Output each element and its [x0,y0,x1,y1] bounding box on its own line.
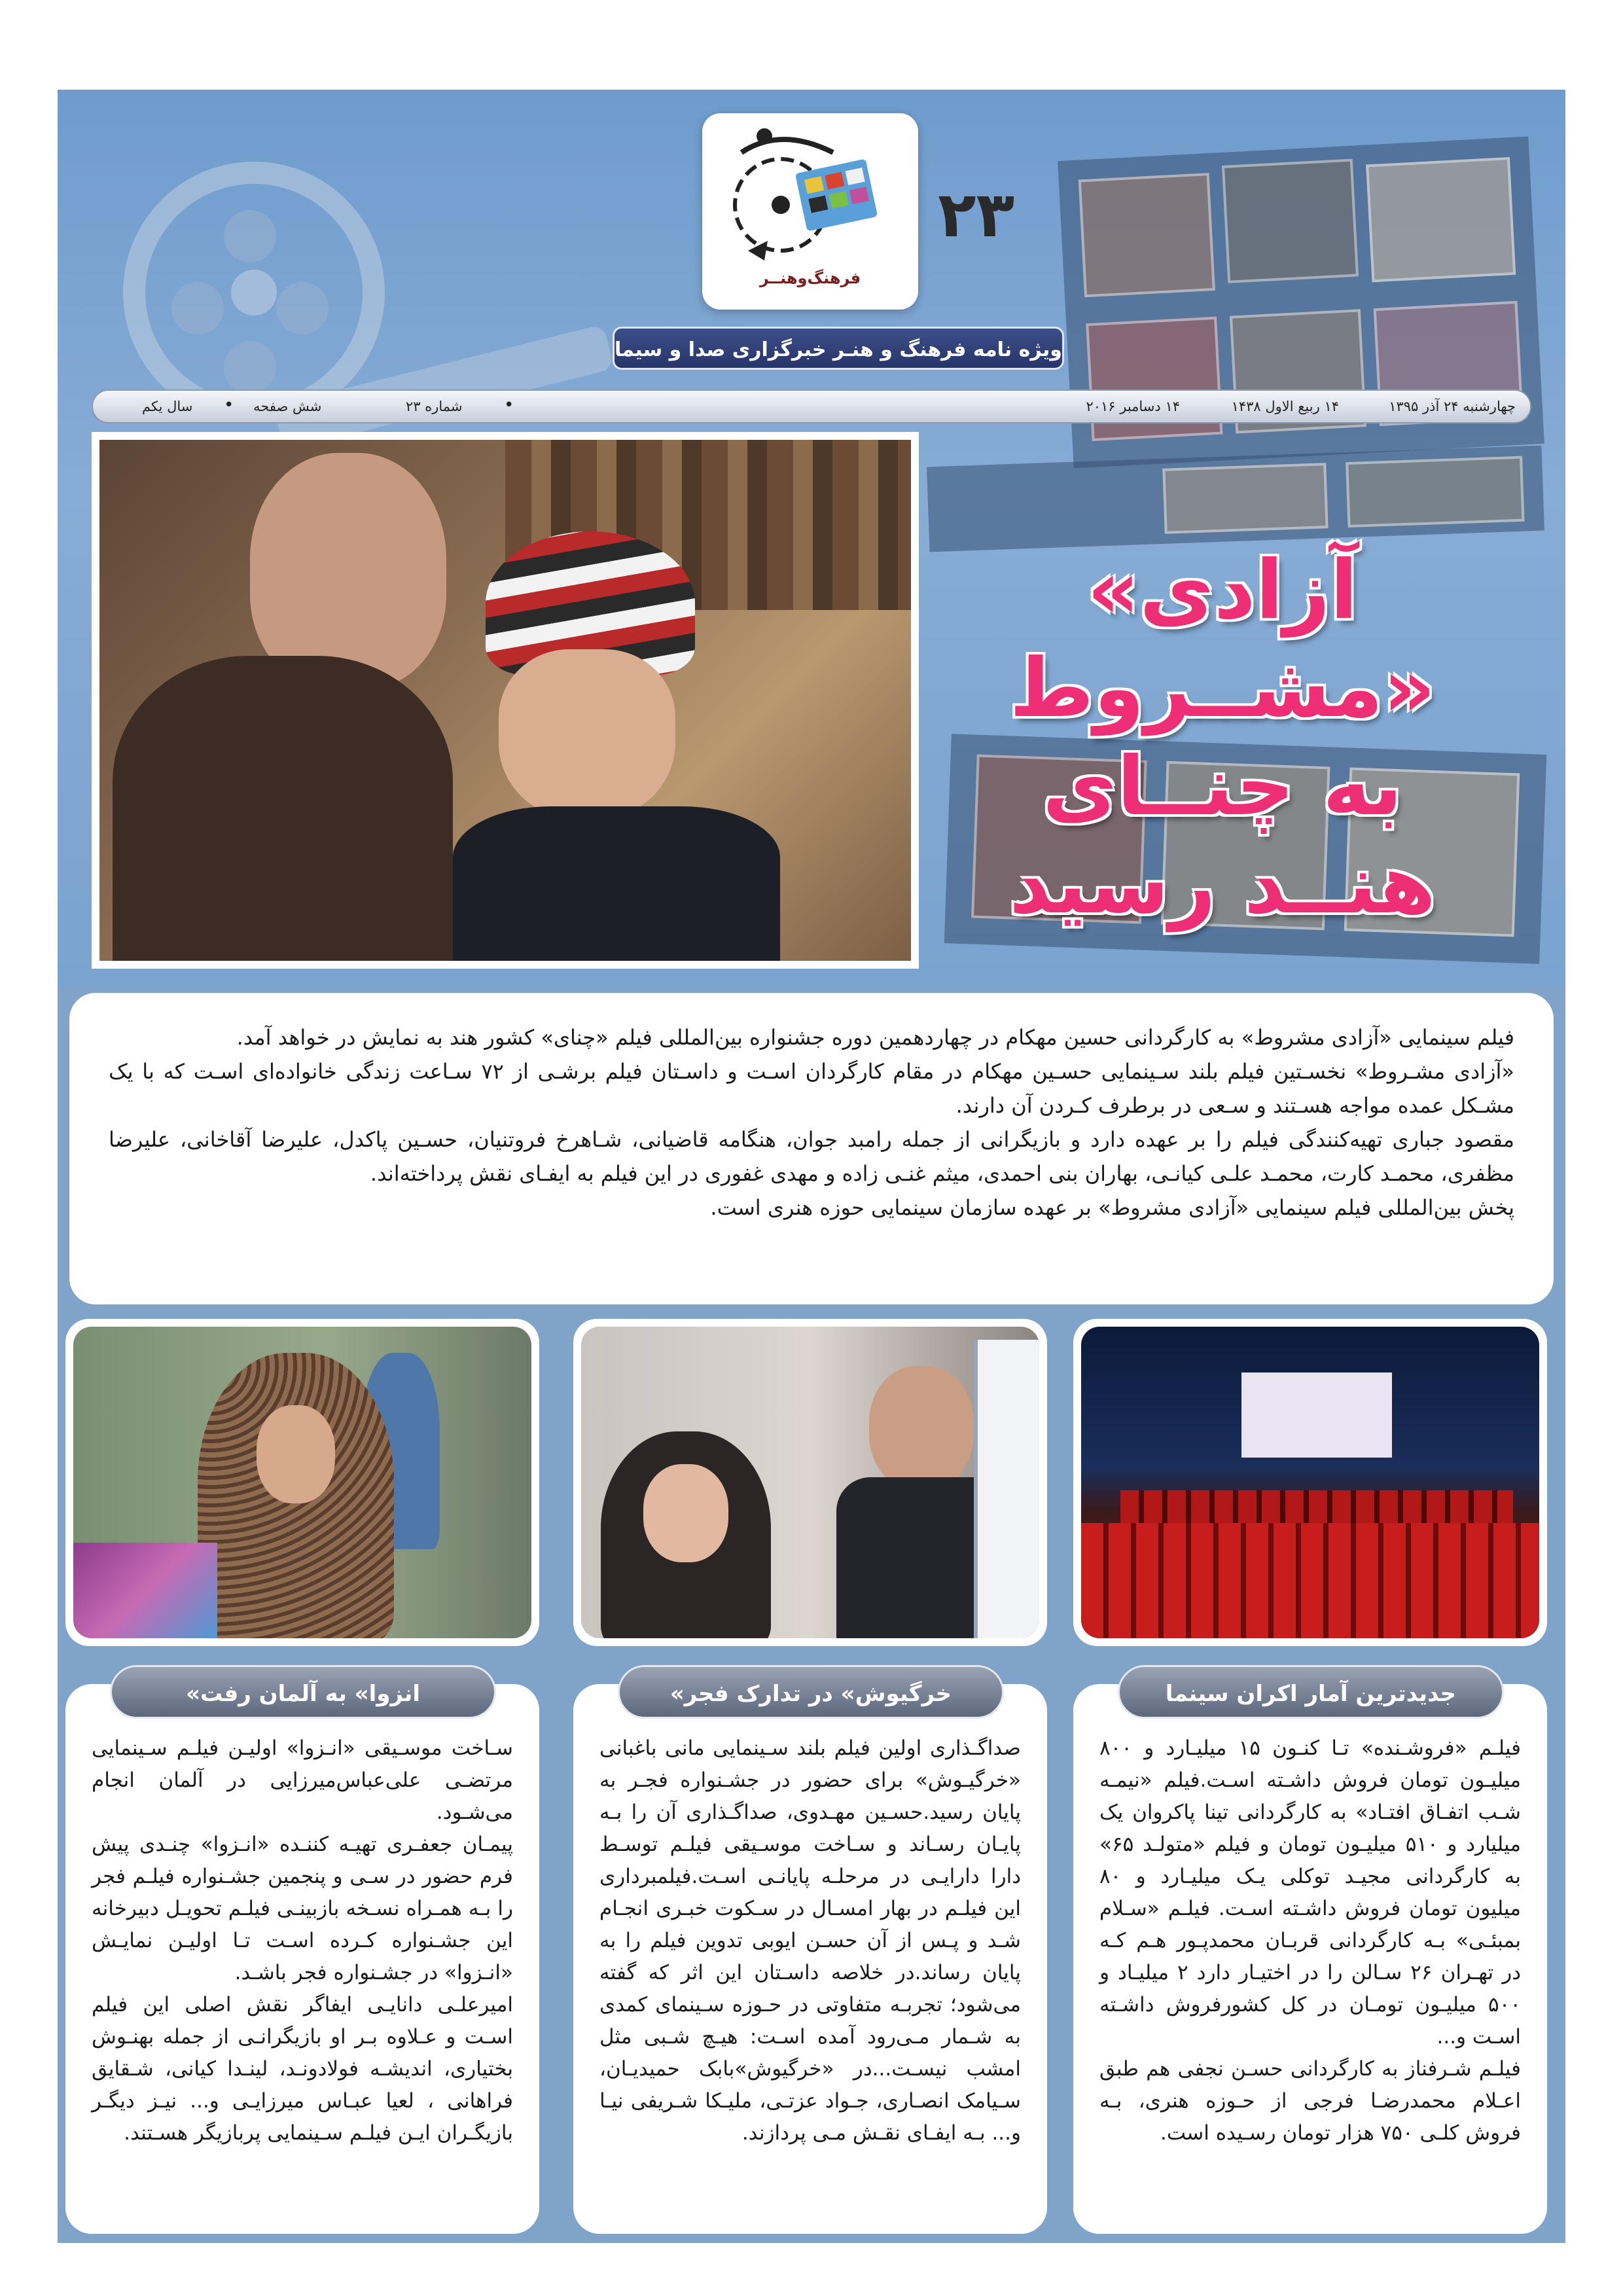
date-persian: چهارشنبه ۲۴ آذر ۱۳۹۵ [1389,399,1516,414]
column-enzeva [65,1684,539,2234]
main-article-paragraph: مقصود جباری تهیه‌کنندگی فیلم را بر عهده دارد و بازیگرانی از جمله رامبد جوان، هنگامه قاضیانی، شـاهرخ فروتنیان، حسـین پاکدل، علیرضا آقاخانی، علیرضا مظفری، محمـد کارت، محمـد علـی کیانـی، بهاران بنی احمدی، میثم غنـی زاده و مهدی غفوری در این فیلم به ایفـای نقش پرداخته‌اند. [109,1127,1514,1186]
info-bar [92,389,1531,423]
column-title-cinema-stats: جدیدترین آمار اکران سینما [1118,1665,1504,1719]
man-face [869,1366,974,1490]
column-cinema-stats [1073,1684,1547,2234]
column-paragraph: سـاخت موسـیقی «انـزوا» اولیـن فیلـم سـینمایی مرتضـی علی‌عباس‌میرزایی در آلمان انجام می‌شـود. [92,1736,513,1824]
main-article-paragraph: «آزادی مشـروط» نخسـتین فیلم بلند سـینمایی حسـین مهکام در مقام کارگردان اسـت و داسـتان فیلم برشـی از ۷۲ سـاعت زندگی خانواده‌ای اسـت که با یک مشـکل عمده مواجه هسـتند و سـعی در برطرف کـردن آن دارند. [109,1059,1515,1118]
logo [702,113,918,310]
film-logo-icon [702,113,918,270]
man-figure [250,453,446,689]
column-paragraph: صداگـذاری اولین فیلم بلند سـینمایی مانی باغبانی «خرگیـوش» برای حضور در جشـنواره فجـر به پایان رسید.حسـین مهـدوی، صداگـذاری آن را بـه پایـان رسـاند و سـاخت موسـیقی فیلـم توسـط دارا دارایـی در مرحلـه پایانـی اسـت.فیلمبرداری این فیلـم در بهار امسـال در سـکوت خبـری انجـام شـد و پـس از آن حسـن ایوبی تدوین فیلم را به پایان رساند.در خلاصه داسـتان این اثر که گفته می‌شود؛ تجربـه متفاوتی در حـوزه سـینمای کمدی به شـمار مـی‌رود آمده اسـت: هیـچ شـبی مثل امشب نیسـت...در «خرگیوش»بابک حمیدیـان، سـیامک انصـاری، جـواد عزتـی، ملیـکا شـریفی نیـا و... بـه ایفـای نقـش مـی پردازند. [599,1736,1021,2145]
headline-line-3: هنــد رسید [1009,838,1436,932]
door-frame [974,1340,1039,1638]
main-headline [954,541,1491,934]
filmstrip-collage-lower [927,446,1544,552]
issue-number: ۲۳ [938,178,1015,251]
column-paragraph: فیلـم شـرفناز به کارگردانی حسـن نجفی هم طبق اعـلام محمدرضـا فرجی از حـوزه هنری، بـه فروش کلـی ۷۵۰ هزار تومان رسـیده است. [1099,2057,1521,2145]
logo-caption: فرهنگ‌وهنــر [759,269,861,287]
hero-photo [92,432,919,969]
date-hijri: ۱۴ ربیع الاول ۱۴۳۸ [1231,399,1339,414]
woman-face [257,1405,335,1503]
newspaper-page [58,90,1565,2243]
column-title-enzeva: «انزوا» به آلمان رفت [110,1665,496,1719]
date-gregorian: ۱۴ دسامبر ۲۰۱۶ [1086,399,1180,414]
headline-line-2: به چنــای [1043,740,1402,834]
pages-label: شش صفحه [253,399,322,414]
khargiush-still-photo [573,1319,1047,1646]
boy-face [499,649,675,819]
film-reel-decoration [123,162,385,423]
year-label: سال یکم [142,399,193,414]
main-article-paragraph: فیلم سینمایی «آزادی مشروط» به کارگردانی حسین مهکام در چهاردهمین دوره جشنواره بین‌المللی فیلم «چنای» کشور هند به نمایش در خواهد آمد. [236,1025,1514,1050]
cinema-hall-photo [1073,1319,1547,1646]
enzeva-still-photo [65,1319,539,1646]
cinema-seats-row [1120,1490,1513,1523]
cinema-seats [1081,1523,1539,1638]
column-paragraph: پیمـان جعفـری تهیـه کننـده «انـزوا» چنـدی پیش فرم حضور در سـی و پنجمین جشـنواره فیلـم فجر را بـه همـراه نسـخه بازبینـی فیلـم تحویـل دبیرخانه این جشـنواره کـرده اسـت تـا اولیـن نمایـش «انـزوا» در جشـنواره فجر باشـد. [92,1833,513,1984]
woman-face [643,1464,728,1562]
column-paragraph: امیرعلـی دانایـی ایفاگر نقش اصلی این فیلم اسـت و عـلاوه بـر او بازیگرانـی از جمله بهنـوش بختیاری، اندیشـه فولادونـد، لینـدا کیانی، شـقایق فراهانی ، لعیا عبـاس میرزایـی و... نیـز دیگـر بازیگـران ایـن فیلـم سـینمایی پربازیگر هسـتند. [92,1993,513,2145]
column-paragraph: فیلـم «فروشـنده» تـا کنـون ۱۵ میلیـارد و ۸۰۰ میلیـون تومان فروش داشـته اسـت.فیلم «نیمـه شـب اتفـاق افتـاد» به کارگردانی تینا پاکروان یک میلیارد و ۵۱۰ میلیـون تومان و فیلم «متولـد ۶۵» به کارگردانی مجیـد توکلی یـک میلیـارد و ۸۰ میلیون تومان فروش داشـته اسـت. فیلـم «سـلام بمبئـی» بـه کارگردانی قربـان محمدپـور هـم کـه در تهـران ۲۶ سـالن را در اختیـار دارد ۲ میلیـاد و ۵۰۰ میلیـون تومـان در کل کشورفروش داشـته اسـت و... [1099,1736,1521,2049]
cinema-screen [1241,1372,1392,1458]
header-banner [58,90,1565,986]
main-article-paragraph: پخش بین‌المللی فیلم سینمایی «آزادی مشروط» بر عهده سازمان سینمایی حوزه هنری است. [710,1195,1514,1220]
column-title-khargiush: «خرگیوش» در تدارک فجر [618,1665,1004,1719]
headline-line-1: «آزادی مشــروط» [1009,543,1436,736]
main-article [69,993,1554,1304]
fabric-pile [73,1543,217,1638]
publication-subtitle: ویژه نامه فرهنگ و هنـر خبرگزاری صدا و سیما [613,327,1064,370]
bullet-icon: • [504,395,514,415]
issue-label: شماره ۲۳ [406,399,463,414]
column-khargiush [573,1684,1047,2234]
boy-body [453,806,780,961]
man-body [113,656,453,961]
bullet-icon: • [224,395,234,415]
